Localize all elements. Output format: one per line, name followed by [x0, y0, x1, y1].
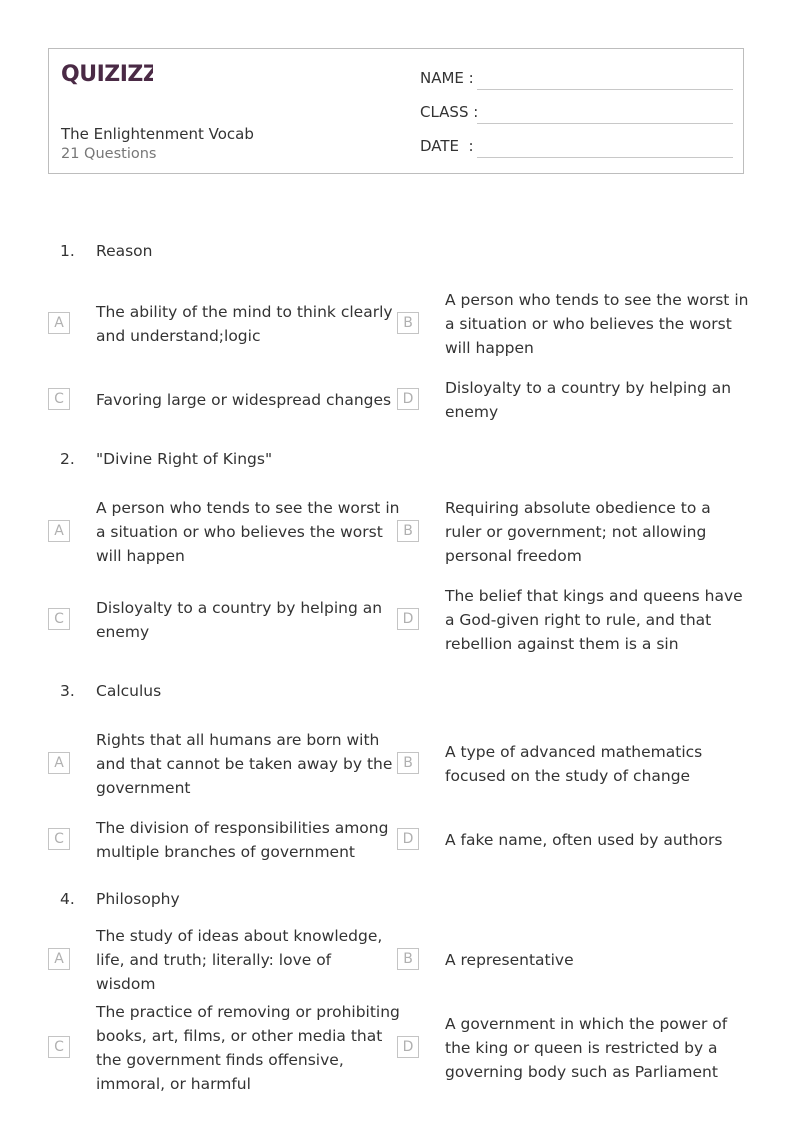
option-b-text: A person who tends to see the worst in a situation or who believes the worst will happen	[445, 291, 749, 357]
question-number: 4.	[60, 890, 75, 908]
question-text: "Divine Right of Kings"	[96, 450, 273, 468]
date-field[interactable]	[477, 157, 733, 158]
option-b-box[interactable]: B	[397, 520, 419, 542]
name-label: NAME :	[420, 69, 474, 87]
option-d-text: Disloyalty to a country by helping an enemy	[445, 379, 732, 421]
option-a-box[interactable]: A	[48, 312, 70, 334]
option-a-text: The study of ideas about knowledge, life, and truth; literally: love of wisdom	[96, 927, 383, 993]
class-label: CLASS :	[420, 103, 479, 121]
option-c-box[interactable]: C	[48, 388, 70, 410]
worksheet-header	[48, 48, 744, 174]
question-text: Calculus	[96, 682, 162, 700]
option-d-text: The belief that kings and queens have a God-given right to rule, and that rebellion against them is a sin	[445, 587, 743, 653]
svg-text:QUIZIZZ: QUIZIZZ	[61, 62, 153, 87]
option-d-box[interactable]: D	[397, 1036, 419, 1058]
option-a-text: The ability of the mind to think clearly and understand;logic	[96, 303, 393, 345]
option-b-text: A representative	[445, 951, 574, 969]
date-label: DATE :	[420, 137, 474, 155]
option-d-box[interactable]: D	[397, 388, 419, 410]
question-text: Philosophy	[96, 890, 180, 908]
option-d-box[interactable]: D	[397, 828, 419, 850]
option-b-box[interactable]: B	[397, 948, 419, 970]
question-number: 2.	[60, 450, 75, 468]
name-field[interactable]	[477, 89, 733, 90]
option-d-text: A fake name, often used by authors	[445, 831, 723, 849]
question-text: Reason	[96, 242, 153, 260]
option-a-text: A person who tends to see the worst in a situation or who believes the worst will happen	[96, 499, 400, 565]
option-d-text: A government in which the power of the king or queen is restricted by a governing body such as Parliament	[445, 1015, 728, 1081]
option-c-box[interactable]: C	[48, 828, 70, 850]
option-b-text: Requiring absolute obedience to a ruler or government; not allowing personal freedom	[445, 499, 711, 565]
class-field[interactable]	[477, 123, 733, 124]
option-c-box[interactable]: C	[48, 1036, 70, 1058]
option-b-box[interactable]: B	[397, 312, 419, 334]
option-d-box[interactable]: D	[397, 608, 419, 630]
option-c-text: Favoring large or widespread changes	[96, 391, 392, 409]
option-a-box[interactable]: A	[48, 752, 70, 774]
question-number: 3.	[60, 682, 75, 700]
option-a-text: Rights that all humans are born with and that cannot be taken away by the government	[96, 731, 393, 797]
option-b-box[interactable]: B	[397, 752, 419, 774]
quizizz-logo	[61, 59, 153, 91]
question-number: 1.	[60, 242, 75, 260]
option-a-box[interactable]: A	[48, 948, 70, 970]
question-count: 21 Questions	[61, 146, 157, 162]
option-b-text: A type of advanced mathematics focused on the study of change	[445, 743, 703, 785]
option-c-text: The practice of removing or prohibiting books, art, films, or other media that the government finds offensive, immoral, or harmful	[96, 1003, 400, 1093]
option-c-box[interactable]: C	[48, 608, 70, 630]
option-a-box[interactable]: A	[48, 520, 70, 542]
worksheet-title: The Enlightenment Vocab	[61, 125, 254, 143]
option-c-text: The division of responsibilities among multiple branches of government	[96, 819, 389, 861]
quizizz-logo-graphic	[61, 59, 153, 87]
option-c-text: Disloyalty to a country by helping an enemy	[96, 599, 383, 641]
